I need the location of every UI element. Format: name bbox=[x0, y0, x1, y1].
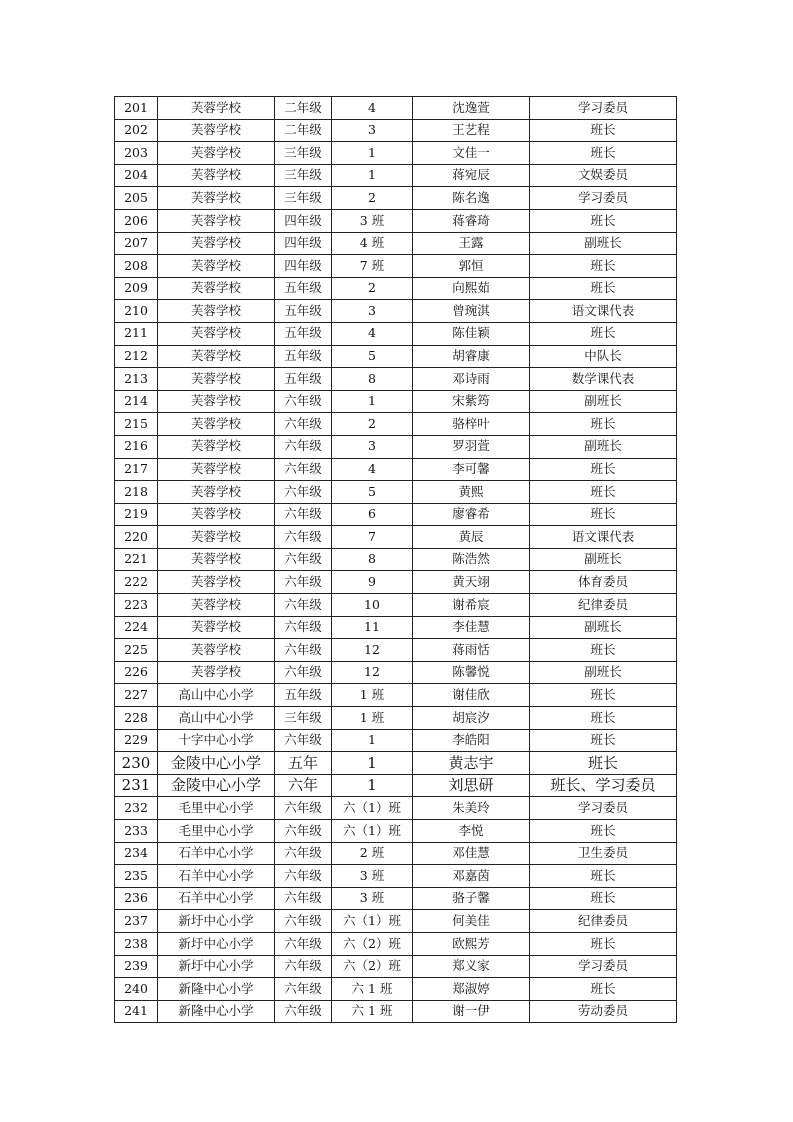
student-name-cell: 陈名逸 bbox=[413, 187, 530, 210]
school-cell: 高山中心小学 bbox=[158, 684, 275, 707]
row-number-cell: 240 bbox=[115, 978, 158, 1001]
table-row bbox=[115, 164, 677, 187]
class-cell: 2 bbox=[332, 413, 413, 436]
role-cell: 数学课代表 bbox=[530, 368, 677, 391]
student-name-cell: 黄志宇 bbox=[413, 752, 530, 775]
grade-cell: 六年级 bbox=[275, 481, 332, 504]
grade-cell: 四年级 bbox=[275, 232, 332, 255]
row-number-cell: 205 bbox=[115, 187, 158, 210]
student-name-cell: 蒋睿琦 bbox=[413, 209, 530, 232]
table-row bbox=[115, 322, 677, 345]
school-cell: 芙蓉学校 bbox=[158, 300, 275, 323]
role-cell: 班长 bbox=[530, 707, 677, 730]
class-cell: 3 bbox=[332, 119, 413, 142]
school-cell: 芙蓉学校 bbox=[158, 548, 275, 571]
grade-cell: 六年级 bbox=[275, 910, 332, 933]
row-number-cell: 209 bbox=[115, 277, 158, 300]
grade-cell: 六年级 bbox=[275, 571, 332, 594]
school-cell: 芙蓉学校 bbox=[158, 481, 275, 504]
row-number-cell: 222 bbox=[115, 571, 158, 594]
grade-cell: 六年级 bbox=[275, 842, 332, 865]
school-cell: 芙蓉学校 bbox=[158, 97, 275, 120]
role-cell: 班长 bbox=[530, 932, 677, 955]
row-number-cell: 213 bbox=[115, 368, 158, 391]
school-cell: 芙蓉学校 bbox=[158, 526, 275, 549]
student-name-cell: 沈逸萱 bbox=[413, 97, 530, 120]
table-row bbox=[115, 797, 677, 820]
role-cell: 学习委员 bbox=[530, 955, 677, 978]
role-cell: 副班长 bbox=[530, 661, 677, 684]
table-row bbox=[115, 594, 677, 617]
class-cell: 4 bbox=[332, 97, 413, 120]
role-cell: 纪律委员 bbox=[530, 594, 677, 617]
school-cell: 芙蓉学校 bbox=[158, 255, 275, 278]
class-cell: 3 班 bbox=[332, 209, 413, 232]
class-cell: 8 bbox=[332, 368, 413, 391]
grade-cell: 五年级 bbox=[275, 368, 332, 391]
table-row bbox=[115, 503, 677, 526]
row-number-cell: 220 bbox=[115, 526, 158, 549]
class-cell: 1 bbox=[332, 729, 413, 752]
table-row bbox=[115, 752, 677, 775]
row-number-cell: 214 bbox=[115, 390, 158, 413]
student-name-cell: 文佳一 bbox=[413, 142, 530, 165]
row-number-cell: 204 bbox=[115, 164, 158, 187]
class-cell: 8 bbox=[332, 548, 413, 571]
grade-cell: 六年 bbox=[275, 774, 332, 797]
table-row bbox=[115, 1000, 677, 1023]
table-row bbox=[115, 413, 677, 436]
role-cell: 班长 bbox=[530, 503, 677, 526]
class-cell: 1 班 bbox=[332, 684, 413, 707]
table-row bbox=[115, 119, 677, 142]
role-cell: 班长 bbox=[530, 684, 677, 707]
grade-cell: 六年级 bbox=[275, 390, 332, 413]
school-cell: 芙蓉学校 bbox=[158, 322, 275, 345]
school-cell: 芙蓉学校 bbox=[158, 503, 275, 526]
row-number-cell: 235 bbox=[115, 865, 158, 888]
row-number-cell: 230 bbox=[115, 752, 158, 775]
school-cell: 芙蓉学校 bbox=[158, 345, 275, 368]
class-cell: 6 bbox=[332, 503, 413, 526]
role-cell: 语文课代表 bbox=[530, 300, 677, 323]
grade-cell: 四年级 bbox=[275, 209, 332, 232]
role-cell: 班长 bbox=[530, 209, 677, 232]
row-number-cell: 207 bbox=[115, 232, 158, 255]
table-row bbox=[115, 842, 677, 865]
class-cell: 六 1 班 bbox=[332, 1000, 413, 1023]
table-row bbox=[115, 368, 677, 391]
student-name-cell: 邓嘉茵 bbox=[413, 865, 530, 888]
student-name-cell: 曾琬淇 bbox=[413, 300, 530, 323]
class-cell: 10 bbox=[332, 594, 413, 617]
row-number-cell: 219 bbox=[115, 503, 158, 526]
class-cell: 4 bbox=[332, 458, 413, 481]
table-row bbox=[115, 481, 677, 504]
table-row bbox=[115, 571, 677, 594]
grade-cell: 六年级 bbox=[275, 865, 332, 888]
class-cell: 六（1）班 bbox=[332, 797, 413, 820]
school-cell: 芙蓉学校 bbox=[158, 616, 275, 639]
role-cell: 班长 bbox=[530, 978, 677, 1001]
grade-cell: 四年级 bbox=[275, 255, 332, 278]
school-cell: 新圩中心小学 bbox=[158, 910, 275, 933]
row-number-cell: 239 bbox=[115, 955, 158, 978]
student-name-cell: 向熙茹 bbox=[413, 277, 530, 300]
row-number-cell: 225 bbox=[115, 639, 158, 662]
student-name-cell: 骆子馨 bbox=[413, 887, 530, 910]
class-cell: 12 bbox=[332, 639, 413, 662]
role-cell: 班长 bbox=[530, 255, 677, 278]
role-cell: 文娱委员 bbox=[530, 164, 677, 187]
row-number-cell: 215 bbox=[115, 413, 158, 436]
class-cell: 7 bbox=[332, 526, 413, 549]
table-row bbox=[115, 255, 677, 278]
student-name-cell: 蒋雨恬 bbox=[413, 639, 530, 662]
school-cell: 新圩中心小学 bbox=[158, 932, 275, 955]
class-cell: 六（1）班 bbox=[332, 910, 413, 933]
row-number-cell: 237 bbox=[115, 910, 158, 933]
table-row bbox=[115, 209, 677, 232]
role-cell: 班长 bbox=[530, 865, 677, 888]
row-number-cell: 218 bbox=[115, 481, 158, 504]
school-cell: 芙蓉学校 bbox=[158, 187, 275, 210]
grade-cell: 五年 bbox=[275, 752, 332, 775]
student-name-cell: 欧熙芳 bbox=[413, 932, 530, 955]
grade-cell: 六年级 bbox=[275, 435, 332, 458]
role-cell: 学习委员 bbox=[530, 97, 677, 120]
grade-cell: 六年级 bbox=[275, 616, 332, 639]
student-name-cell: 胡睿康 bbox=[413, 345, 530, 368]
row-number-cell: 216 bbox=[115, 435, 158, 458]
row-number-cell: 226 bbox=[115, 661, 158, 684]
school-cell: 芙蓉学校 bbox=[158, 458, 275, 481]
grade-cell: 六年级 bbox=[275, 978, 332, 1001]
role-cell: 班长 bbox=[530, 639, 677, 662]
class-cell: 1 bbox=[332, 164, 413, 187]
class-cell: 1 bbox=[332, 774, 413, 797]
grade-cell: 六年级 bbox=[275, 503, 332, 526]
table-row bbox=[115, 616, 677, 639]
table-row bbox=[115, 932, 677, 955]
class-cell: 2 bbox=[332, 187, 413, 210]
grade-cell: 六年级 bbox=[275, 639, 332, 662]
student-name-cell: 陈浩然 bbox=[413, 548, 530, 571]
row-number-cell: 228 bbox=[115, 707, 158, 730]
table-row bbox=[115, 458, 677, 481]
school-cell: 芙蓉学校 bbox=[158, 571, 275, 594]
student-name-cell: 谢佳欣 bbox=[413, 684, 530, 707]
table-row bbox=[115, 232, 677, 255]
class-cell: 六（2）班 bbox=[332, 955, 413, 978]
grade-cell: 五年级 bbox=[275, 300, 332, 323]
grade-cell: 六年级 bbox=[275, 526, 332, 549]
student-name-cell: 邓诗雨 bbox=[413, 368, 530, 391]
grade-cell: 六年级 bbox=[275, 548, 332, 571]
student-name-cell: 黄熙 bbox=[413, 481, 530, 504]
grade-cell: 六年级 bbox=[275, 413, 332, 436]
table-row bbox=[115, 345, 677, 368]
class-cell: 4 班 bbox=[332, 232, 413, 255]
row-number-cell: 236 bbox=[115, 887, 158, 910]
class-cell: 3 班 bbox=[332, 887, 413, 910]
row-number-cell: 238 bbox=[115, 932, 158, 955]
school-cell: 十字中心小学 bbox=[158, 729, 275, 752]
school-cell: 芙蓉学校 bbox=[158, 164, 275, 187]
school-cell: 芙蓉学校 bbox=[158, 413, 275, 436]
student-name-cell: 邓佳慧 bbox=[413, 842, 530, 865]
student-name-cell: 谢希宸 bbox=[413, 594, 530, 617]
school-cell: 芙蓉学校 bbox=[158, 390, 275, 413]
school-cell: 芙蓉学校 bbox=[158, 209, 275, 232]
table-row bbox=[115, 435, 677, 458]
grade-cell: 三年级 bbox=[275, 707, 332, 730]
row-number-cell: 206 bbox=[115, 209, 158, 232]
row-number-cell: 202 bbox=[115, 119, 158, 142]
student-name-cell: 郭恒 bbox=[413, 255, 530, 278]
student-name-cell: 陈佳颖 bbox=[413, 322, 530, 345]
grade-cell: 六年级 bbox=[275, 1000, 332, 1023]
student-name-cell: 王艺程 bbox=[413, 119, 530, 142]
student-name-cell: 蒋宛辰 bbox=[413, 164, 530, 187]
school-cell: 金陵中心小学 bbox=[158, 752, 275, 775]
class-cell: 9 bbox=[332, 571, 413, 594]
role-cell: 劳动委员 bbox=[530, 1000, 677, 1023]
role-cell: 班长 bbox=[530, 142, 677, 165]
school-cell: 芙蓉学校 bbox=[158, 639, 275, 662]
row-number-cell: 233 bbox=[115, 820, 158, 843]
student-name-cell: 刘思研 bbox=[413, 774, 530, 797]
row-number-cell: 232 bbox=[115, 797, 158, 820]
school-cell: 新隆中心小学 bbox=[158, 1000, 275, 1023]
table-row bbox=[115, 639, 677, 662]
school-cell: 芙蓉学校 bbox=[158, 119, 275, 142]
role-cell: 纪律委员 bbox=[530, 910, 677, 933]
school-cell: 芙蓉学校 bbox=[158, 594, 275, 617]
school-cell: 芙蓉学校 bbox=[158, 277, 275, 300]
class-cell: 12 bbox=[332, 661, 413, 684]
table-row bbox=[115, 707, 677, 730]
role-cell: 班长 bbox=[530, 752, 677, 775]
roster-body bbox=[115, 97, 677, 1023]
role-cell: 班长 bbox=[530, 729, 677, 752]
class-cell: 1 bbox=[332, 142, 413, 165]
student-name-cell: 胡宸汐 bbox=[413, 707, 530, 730]
table-row bbox=[115, 390, 677, 413]
row-number-cell: 217 bbox=[115, 458, 158, 481]
grade-cell: 六年级 bbox=[275, 820, 332, 843]
role-cell: 班长、学习委员 bbox=[530, 774, 677, 797]
role-cell: 卫生委员 bbox=[530, 842, 677, 865]
row-number-cell: 212 bbox=[115, 345, 158, 368]
table-row bbox=[115, 729, 677, 752]
role-cell: 班长 bbox=[530, 277, 677, 300]
grade-cell: 六年级 bbox=[275, 887, 332, 910]
student-name-cell: 王露 bbox=[413, 232, 530, 255]
table-row bbox=[115, 910, 677, 933]
grade-cell: 三年级 bbox=[275, 142, 332, 165]
table-row bbox=[115, 774, 677, 797]
grade-cell: 六年级 bbox=[275, 729, 332, 752]
student-name-cell: 李佳慧 bbox=[413, 616, 530, 639]
class-cell: 7 班 bbox=[332, 255, 413, 278]
grade-cell: 五年级 bbox=[275, 345, 332, 368]
row-number-cell: 234 bbox=[115, 842, 158, 865]
role-cell: 班长 bbox=[530, 458, 677, 481]
table-row bbox=[115, 661, 677, 684]
class-cell: 2 bbox=[332, 277, 413, 300]
class-cell: 六（2）班 bbox=[332, 932, 413, 955]
row-number-cell: 229 bbox=[115, 729, 158, 752]
student-name-cell: 陈馨悦 bbox=[413, 661, 530, 684]
row-number-cell: 201 bbox=[115, 97, 158, 120]
student-name-cell: 郑义家 bbox=[413, 955, 530, 978]
table-row bbox=[115, 955, 677, 978]
table-row bbox=[115, 887, 677, 910]
class-cell: 5 bbox=[332, 345, 413, 368]
class-cell: 3 bbox=[332, 300, 413, 323]
table-row bbox=[115, 978, 677, 1001]
school-cell: 石羊中心小学 bbox=[158, 887, 275, 910]
row-number-cell: 208 bbox=[115, 255, 158, 278]
roster-table bbox=[114, 96, 677, 1023]
grade-cell: 五年级 bbox=[275, 684, 332, 707]
class-cell: 六（1）班 bbox=[332, 820, 413, 843]
row-number-cell: 231 bbox=[115, 774, 158, 797]
grade-cell: 二年级 bbox=[275, 119, 332, 142]
row-number-cell: 203 bbox=[115, 142, 158, 165]
row-number-cell: 211 bbox=[115, 322, 158, 345]
row-number-cell: 224 bbox=[115, 616, 158, 639]
grade-cell: 五年级 bbox=[275, 322, 332, 345]
class-cell: 1 班 bbox=[332, 707, 413, 730]
table-row bbox=[115, 526, 677, 549]
student-name-cell: 罗羽萱 bbox=[413, 435, 530, 458]
class-cell: 3 班 bbox=[332, 865, 413, 888]
role-cell: 学习委员 bbox=[530, 187, 677, 210]
row-number-cell: 223 bbox=[115, 594, 158, 617]
row-number-cell: 221 bbox=[115, 548, 158, 571]
student-name-cell: 李皓阳 bbox=[413, 729, 530, 752]
table-row bbox=[115, 820, 677, 843]
grade-cell: 六年级 bbox=[275, 594, 332, 617]
grade-cell: 六年级 bbox=[275, 955, 332, 978]
table-row bbox=[115, 300, 677, 323]
table-row bbox=[115, 865, 677, 888]
class-cell: 2 班 bbox=[332, 842, 413, 865]
school-cell: 新圩中心小学 bbox=[158, 955, 275, 978]
table-row bbox=[115, 187, 677, 210]
student-name-cell: 廖睿希 bbox=[413, 503, 530, 526]
student-name-cell: 李悦 bbox=[413, 820, 530, 843]
school-cell: 芙蓉学校 bbox=[158, 368, 275, 391]
table-row bbox=[115, 684, 677, 707]
student-name-cell: 宋紫筠 bbox=[413, 390, 530, 413]
school-cell: 新隆中心小学 bbox=[158, 978, 275, 1001]
grade-cell: 六年级 bbox=[275, 458, 332, 481]
student-name-cell: 何美佳 bbox=[413, 910, 530, 933]
role-cell: 语文课代表 bbox=[530, 526, 677, 549]
role-cell: 班长 bbox=[530, 820, 677, 843]
student-name-cell: 李可馨 bbox=[413, 458, 530, 481]
row-number-cell: 241 bbox=[115, 1000, 158, 1023]
school-cell: 毛里中心小学 bbox=[158, 820, 275, 843]
school-cell: 石羊中心小学 bbox=[158, 865, 275, 888]
school-cell: 芙蓉学校 bbox=[158, 232, 275, 255]
role-cell: 副班长 bbox=[530, 232, 677, 255]
school-cell: 石羊中心小学 bbox=[158, 842, 275, 865]
grade-cell: 五年级 bbox=[275, 277, 332, 300]
grade-cell: 六年级 bbox=[275, 661, 332, 684]
table-row bbox=[115, 548, 677, 571]
role-cell: 副班长 bbox=[530, 390, 677, 413]
class-cell: 3 bbox=[332, 435, 413, 458]
role-cell: 副班长 bbox=[530, 548, 677, 571]
school-cell: 金陵中心小学 bbox=[158, 774, 275, 797]
class-cell: 六 1 班 bbox=[332, 978, 413, 1001]
table-row bbox=[115, 142, 677, 165]
class-cell: 11 bbox=[332, 616, 413, 639]
grade-cell: 六年级 bbox=[275, 797, 332, 820]
role-cell: 副班长 bbox=[530, 616, 677, 639]
table-row bbox=[115, 97, 677, 120]
class-cell: 1 bbox=[332, 752, 413, 775]
table-row bbox=[115, 277, 677, 300]
role-cell: 体育委员 bbox=[530, 571, 677, 594]
school-cell: 芙蓉学校 bbox=[158, 142, 275, 165]
grade-cell: 六年级 bbox=[275, 932, 332, 955]
student-name-cell: 郑淑婷 bbox=[413, 978, 530, 1001]
student-name-cell: 朱美玲 bbox=[413, 797, 530, 820]
grade-cell: 三年级 bbox=[275, 164, 332, 187]
grade-cell: 三年级 bbox=[275, 187, 332, 210]
school-cell: 高山中心小学 bbox=[158, 707, 275, 730]
role-cell: 班长 bbox=[530, 887, 677, 910]
class-cell: 4 bbox=[332, 322, 413, 345]
row-number-cell: 210 bbox=[115, 300, 158, 323]
class-cell: 5 bbox=[332, 481, 413, 504]
school-cell: 芙蓉学校 bbox=[158, 661, 275, 684]
role-cell: 班长 bbox=[530, 481, 677, 504]
school-cell: 芙蓉学校 bbox=[158, 435, 275, 458]
role-cell: 班长 bbox=[530, 322, 677, 345]
student-name-cell: 骆梓叶 bbox=[413, 413, 530, 436]
row-number-cell: 227 bbox=[115, 684, 158, 707]
role-cell: 班长 bbox=[530, 119, 677, 142]
school-cell: 毛里中心小学 bbox=[158, 797, 275, 820]
student-name-cell: 谢一伊 bbox=[413, 1000, 530, 1023]
role-cell: 副班长 bbox=[530, 435, 677, 458]
role-cell: 中队长 bbox=[530, 345, 677, 368]
grade-cell: 二年级 bbox=[275, 97, 332, 120]
student-name-cell: 黄辰 bbox=[413, 526, 530, 549]
class-cell: 1 bbox=[332, 390, 413, 413]
role-cell: 学习委员 bbox=[530, 797, 677, 820]
student-name-cell: 黄天翊 bbox=[413, 571, 530, 594]
role-cell: 班长 bbox=[530, 413, 677, 436]
